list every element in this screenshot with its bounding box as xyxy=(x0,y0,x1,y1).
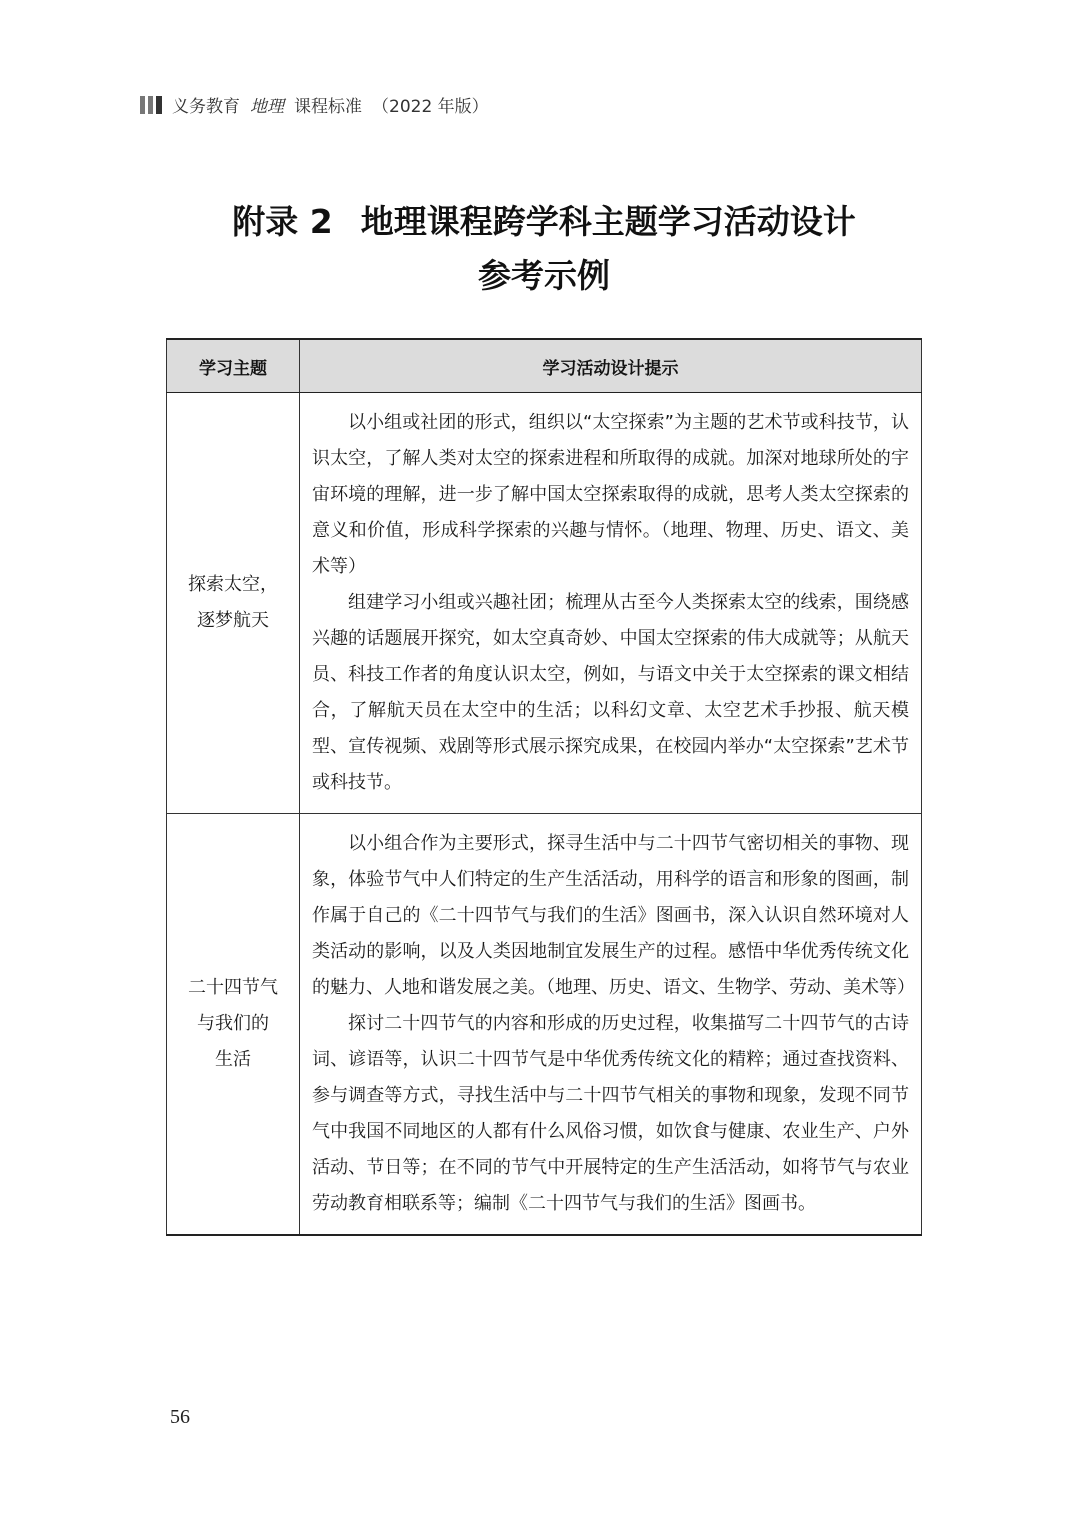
running-header xyxy=(140,92,489,117)
header-text-2: 地理 xyxy=(250,97,284,117)
description-paragraph: 以小组或社团的形式，组织以“太空探索”为主题的艺术节或科技节，认识太空，了解人类对太空的探索进程和所取得的成就。加深对地球所处的宇宙环境的理解，进一步了解中国太空探索取得的成就，思考人类太空探索的意义和价值，形成科学探索的兴趣与情怀。（地理、物理、历史、语文、美术等） xyxy=(312,412,909,577)
page-number: 56 xyxy=(170,1406,190,1428)
topic-line: 与我们的 xyxy=(197,1013,269,1034)
header-text-1: 义务教育 xyxy=(172,97,240,117)
page-title xyxy=(0,195,1088,303)
header-bars-icon xyxy=(140,96,162,114)
topic-line: 逐梦航天 xyxy=(197,610,269,631)
title-main: 地理课程跨学科主题学习活动设计 xyxy=(360,202,856,241)
appendix-number: 附录 2 xyxy=(232,202,333,241)
title-line-2: 参考示例 xyxy=(478,256,610,295)
title-line-1 xyxy=(0,195,1088,249)
description-paragraph: 探讨二十四节气的内容和形成的历史过程，收集描写二十四节气的古诗词、谚语等，认识二十四节气是中华优秀传统文化的精粹；通过查找资料、参与调查等方式，寻找生活中与二十四节气相关的事物和现象，发现不同节气中我国不同地区的人都有什么风俗习惯，如饮食与健康、农业生产、户外活动、节日等；在不同的节气中开展特定的生产生活活动，如将节气与农业劳动教育相联系等；编制《二十四节气与我们的生活》图画书。 xyxy=(312,1013,909,1214)
table-header-row xyxy=(167,339,922,393)
topic-line: 探索太空， xyxy=(188,574,278,595)
header-hints: 学习活动设计提示 xyxy=(300,339,922,393)
topic-cell xyxy=(167,393,300,814)
description-paragraph: 组建学习小组或兴趣社团；梳理从古至今人类探索太空的线索，围绕感兴趣的话题展开探究，如太空真奇妙、中国太空探索的伟大成就等；从航天员、科技工作者的角度认识太空，例如，与语文中关于太空探索的课文相结合，了解航天员在太空中的生活；以科幻文章、太空艺术手抄报、航天模型、宣传视频、戏剧等形式展示探究成果，在校园内举办“太空探索”艺术节或科技节。 xyxy=(312,592,909,793)
header-text-4: （2022 年版） xyxy=(372,97,489,117)
topic-cell xyxy=(167,814,300,1236)
description-cell xyxy=(300,814,922,1236)
header-text-3: 课程标准 xyxy=(294,97,362,117)
activity-table xyxy=(166,338,922,1236)
table-row xyxy=(167,393,922,814)
description-paragraph: 以小组合作为主要形式，探寻生活中与二十四节气密切相关的事物、现象，体验节气中人们特定的生产生活活动，用科学的语言和形象的图画，制作属于自己的《二十四节气与我们的生活》图画书，深入认识自然环境对人类活动的影响，以及人类因地制宜发展生产的过程。感悟中华优秀传统文化的魅力、人地和谐发展之美。（地理、历史、语文、生物学、劳动、美术等） xyxy=(312,833,915,998)
table-row xyxy=(167,814,922,1236)
topic-line: 生活 xyxy=(215,1049,251,1070)
description-cell xyxy=(300,393,922,814)
header-topic: 学习主题 xyxy=(167,339,300,393)
topic-line: 二十四节气 xyxy=(188,977,278,998)
